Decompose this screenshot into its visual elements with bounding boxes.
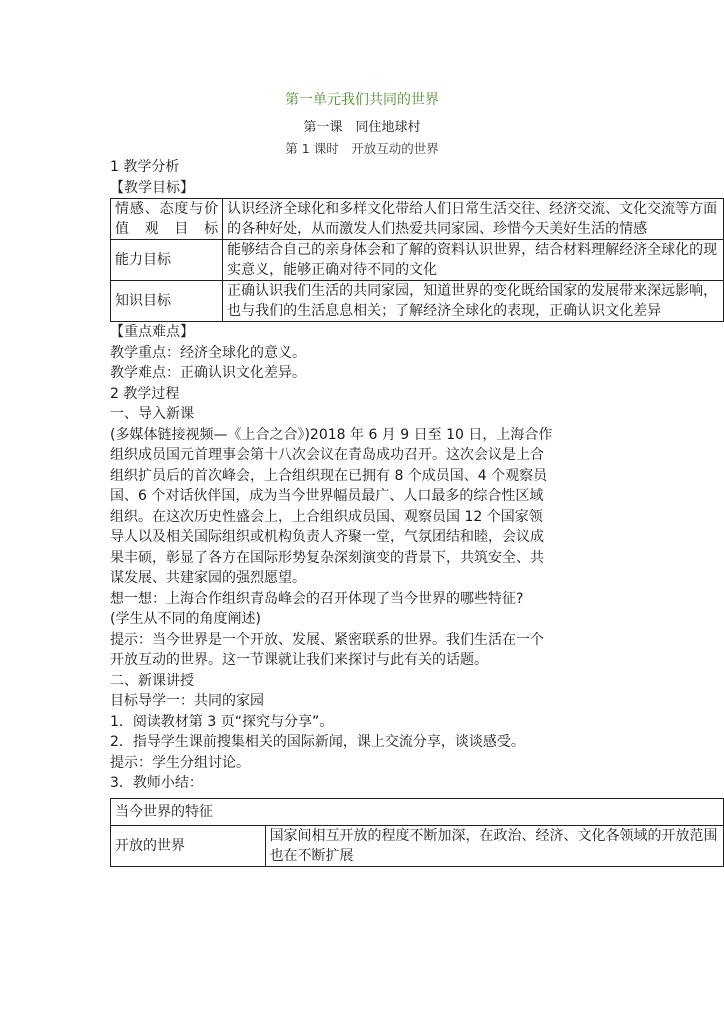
hint-line: 提示：当今世界是一个开放、发展、紧密联系的世界。我们生活在一个 [110, 631, 544, 648]
goal-text: 能够结合自己的亲身体会和了解的资料认识世界，结合材料理解经济全球化的现实意义，能够正确对待不同的文化 [223, 240, 724, 281]
hint-line: 开放互动的世界。这一节课就让我们来探讨与此有关的话题。 [110, 652, 488, 668]
intro-line: (多媒体链接视频—《上合之合》)2018 年 6 月 9 日至 10 日，上海合作 [110, 426, 553, 443]
period-title: 第 1 课时 开放互动的世界 [285, 141, 439, 156]
goal-text: 认识经济全球化和多样文化带给人们日常生活交往、经济交流、文化交流等方面的各种好处，从而激发人们热爱共同家园、珍惜今天美好生活的情感 [223, 199, 724, 240]
intro-line: 谋发展、共建家园的强烈愿望。 [110, 570, 306, 586]
table-row [111, 798, 724, 825]
table-row [111, 199, 724, 240]
lesson-title: 第一课 同住地球村 [303, 120, 421, 135]
difficult-point: 教学难点：正确认识文化差异。 [110, 365, 306, 381]
section-heading: 2 教学过程 [110, 385, 180, 402]
goals-table [110, 198, 724, 322]
feature-text: 国家间相互开放的程度不断加深，在政治、经济、文化各领域的开放范围也在不断扩展 [265, 825, 723, 866]
feature-label: 开放的世界 [111, 825, 266, 866]
document-body [110, 157, 724, 867]
hint-line: 提示：学生分组讨论。 [110, 754, 250, 771]
goal-text: 正确认识我们生活的共同家园，知道世界的变化既给国家的发展带来深远影响，也与我们的生活息息相关；了解经济全球化的表现，正确认识文化差异 [223, 281, 724, 322]
intro-line: 导人以及相关国际组织或机构负责人齐聚一堂，气氛团结和睦，会议成 [110, 529, 544, 545]
think-question: 想一想：上海合作组织青岛峰会的召开体现了当今世界的哪些特征? [110, 590, 524, 607]
keypoints-heading: 【重点难点】 [110, 324, 194, 340]
section-heading: 1 教学分析 [110, 159, 180, 175]
summary-table [110, 798, 724, 867]
key-point: 教学重点：经济全球化的意义。 [110, 344, 306, 361]
part-heading: 二、新课讲授 [110, 672, 194, 689]
goal-label: 情感、态度与价值观目标 [111, 199, 223, 240]
summary-header: 当今世界的特征 [111, 798, 724, 825]
intro-line: 组织扩员后的首次峰会，上合组织现在已拥有 8 个成员国、4 个观察员 [110, 467, 548, 484]
target-heading: 目标导学一：共同的家园 [110, 693, 264, 709]
intro-line: 国、6 个对话伙伴国，成为当今世界幅员最广、人口最多的综合性区域 [110, 488, 544, 504]
part-heading: 一、导入新课 [110, 406, 194, 422]
step-item: 2．指导学生课前搜集相关的国际新闻，课上交流分享，谈谈感受。 [110, 734, 525, 750]
goal-label: 知识目标 [111, 281, 223, 322]
unit-title: 第一单元我们共同的世界 [285, 92, 439, 108]
goal-label: 能力目标 [111, 240, 223, 281]
goals-heading: 【教学目标】 [110, 179, 194, 196]
table-row [111, 825, 724, 866]
intro-line: 组织。在这次历史性盛会上，上合组织成员国、观察员国 12 个国家领 [110, 508, 543, 525]
step-item: 1．阅读教材第 3 页“探究与分享”。 [110, 713, 334, 730]
table-row [111, 281, 724, 322]
table-row [111, 240, 724, 281]
step-item: 3．教师小结： [110, 775, 203, 791]
intro-line: 组织成员国元首理事会第十八次会议在青岛成功召开。这次会议是上合 [110, 447, 544, 463]
think-note: (学生从不同的角度阐述) [110, 611, 261, 627]
intro-line: 果丰硕，彰显了各方在国际形势复杂深刻演变的背景下，共筑安全、共 [110, 549, 544, 566]
